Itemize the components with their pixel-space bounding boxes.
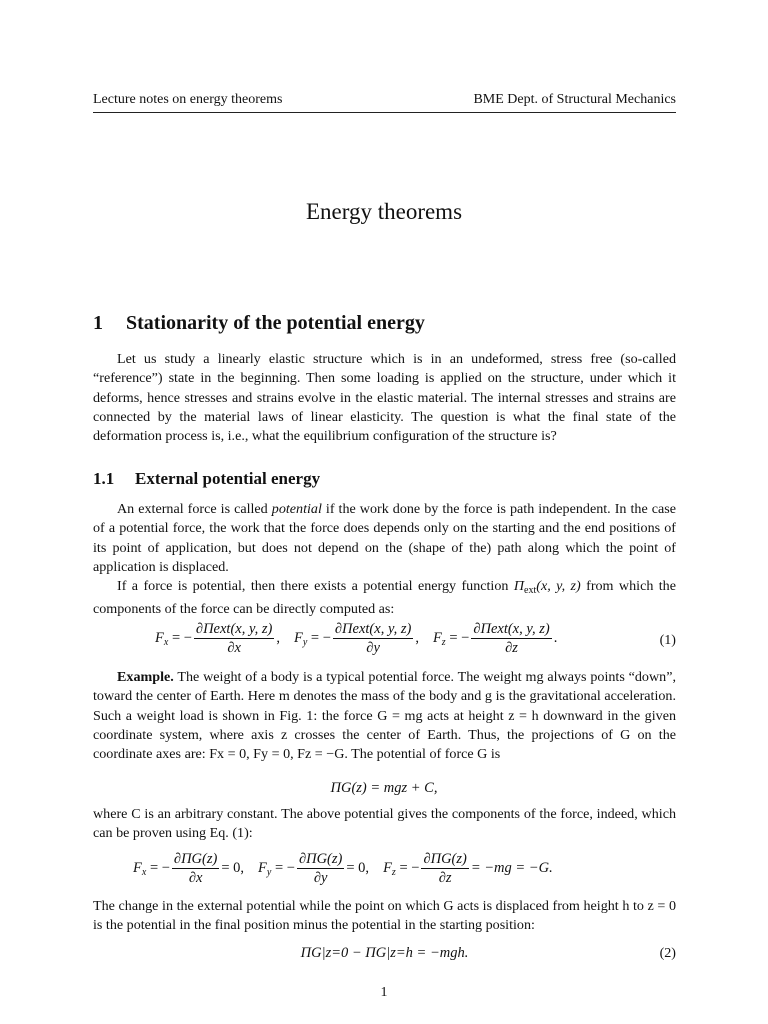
eq1-num-x: ∂Πext(x, y, z)	[195, 621, 273, 637]
p3-text: where C is an arbitrary constant. The above potential gives the components of the force, indeed, which can be proven using Eq. (1):	[93, 806, 676, 842]
eqc-num-x: ∂ΠG(z)	[173, 851, 218, 867]
subsection-title: External potential energy	[135, 469, 321, 488]
paragraph-potential-function	[93, 577, 676, 620]
pi-ext-symbol: $\Pi_{ext}(x$, y, z)	[513, 578, 581, 596]
intro-text: Let us study a linearly elastic structure which is in an undeformed, stress free (so-called “reference”) state in the beginning. Then some loading is applied on the structure, under which it deforms, hence stresses and strains evolve in the elastic material. The internal stresses and strains are connected by the material laws of linear elasticity. The question is what the final state of the deformation process is, i.e., what the equilibrium configuration of the structure is?	[93, 351, 676, 445]
eq-potential-text: ΠG(z) = mgz + C,	[330, 780, 438, 796]
paragraph-potential-definition	[93, 500, 676, 577]
running-header	[93, 92, 676, 113]
eqc-den-y: ∂y	[313, 870, 328, 886]
p4-text: The change in the external potential while the point on which G acts is displaced from height h to z = 0 is the potential in the final position minus the potential in the starting position:	[93, 898, 676, 934]
document-title: Energy theorems	[305, 199, 463, 224]
equation-2-number: (2)	[659, 945, 676, 961]
p2-text-b: from which the components of the force can be directly computed as:	[93, 578, 676, 618]
eq2-text: ΠG|z=0 − ΠG|z=h = −mgh.	[300, 945, 469, 961]
eqc-den-x: ∂x	[188, 870, 203, 886]
section-number: 1	[93, 312, 103, 334]
paragraph-change	[93, 897, 676, 936]
section-title: Stationarity of the potential energy	[126, 312, 425, 334]
eqc-num-z: ∂ΠG(z)	[423, 851, 467, 867]
eqc-num-y: ∂ΠG(z)	[298, 851, 343, 867]
p1-text-b: if the work done by the force is path independent. In the case of a potential force, the work that the force does depends only on the starting and the end positions of its point of application, but does not depend on the (shape of the) path along which the point of application is displaced.	[93, 501, 677, 575]
header-right: BME Dept. of Structural Mechanics	[473, 92, 676, 107]
equation-1-number: (1)	[659, 632, 676, 648]
eq1-den-z: ∂z	[505, 640, 518, 656]
section-heading	[93, 312, 425, 335]
p1-text-a: An external force is called	[117, 501, 272, 517]
equation-2	[93, 945, 676, 965]
eq1-num-z: ∂Πext(x, y, z)	[473, 621, 550, 637]
intro-paragraph	[93, 350, 676, 446]
equation-potential	[0, 780, 768, 797]
eq1-den-y: ∂y	[366, 640, 380, 656]
eqc-rhs-z: = −mg = −G.	[470, 860, 553, 876]
example-text: The weight of a body is a typical potential force. The weight mg always points “down”, toward the center of Earth. Here m denotes the mass of the body and g is the gravitational acceleration. Such a weight load is shown in Fig. 1: the force G = mg acts at height z = h downward in the given coordinate system, where axis z crosses the center of Earth. Thus, the projections of G on the coordinate axes are: Fx = 0, Fy = 0, Fz = −G. The potential of force G is	[93, 669, 676, 763]
eq1-num-y: ∂Πext(x, y, z)	[334, 621, 412, 637]
p2-text-a: If a force is potential, then there exists a potential energy function	[117, 578, 514, 594]
eqc-rhs-x: = 0,	[221, 860, 245, 876]
header-left: Lecture notes on energy theorems	[93, 92, 283, 107]
paragraph-constant	[93, 805, 676, 844]
example-label: Example.	[117, 669, 174, 685]
equation-1: $F_x$ = − $\frac{\text{∂Πext(x, y, z)}}{\partial x}$ , $F_y$ = − $\frac{\text{∂Πext(x, y, z)}}{\partial y}$ , $F_z$ = − $\frac{\text{∂Πext(x, y, z)}}{\partial z}$ . (1)	[155, 621, 676, 656]
subsection-number: 1.1	[93, 469, 115, 488]
eqc-den-z: ∂z	[438, 870, 452, 886]
p1-emphasis: potential	[271, 501, 322, 517]
eq1-den-x: ∂x	[227, 640, 241, 656]
subsection-heading	[93, 469, 320, 489]
example-paragraph	[93, 668, 676, 764]
page-number: 1	[380, 985, 388, 1000]
eqc-rhs-y: = 0,	[346, 860, 370, 876]
equation-components: $F_x$ = − $\frac{\partial\Pi G(z)}{\partial x}$ = 0, $F_y$ = − $\frac{\partial\Pi G(z)}{\partial y}$ = 0, $F_z$ = − $\frac{\partial\Pi G(z)}{\partial z}$ = −mg = −G.	[133, 851, 553, 886]
